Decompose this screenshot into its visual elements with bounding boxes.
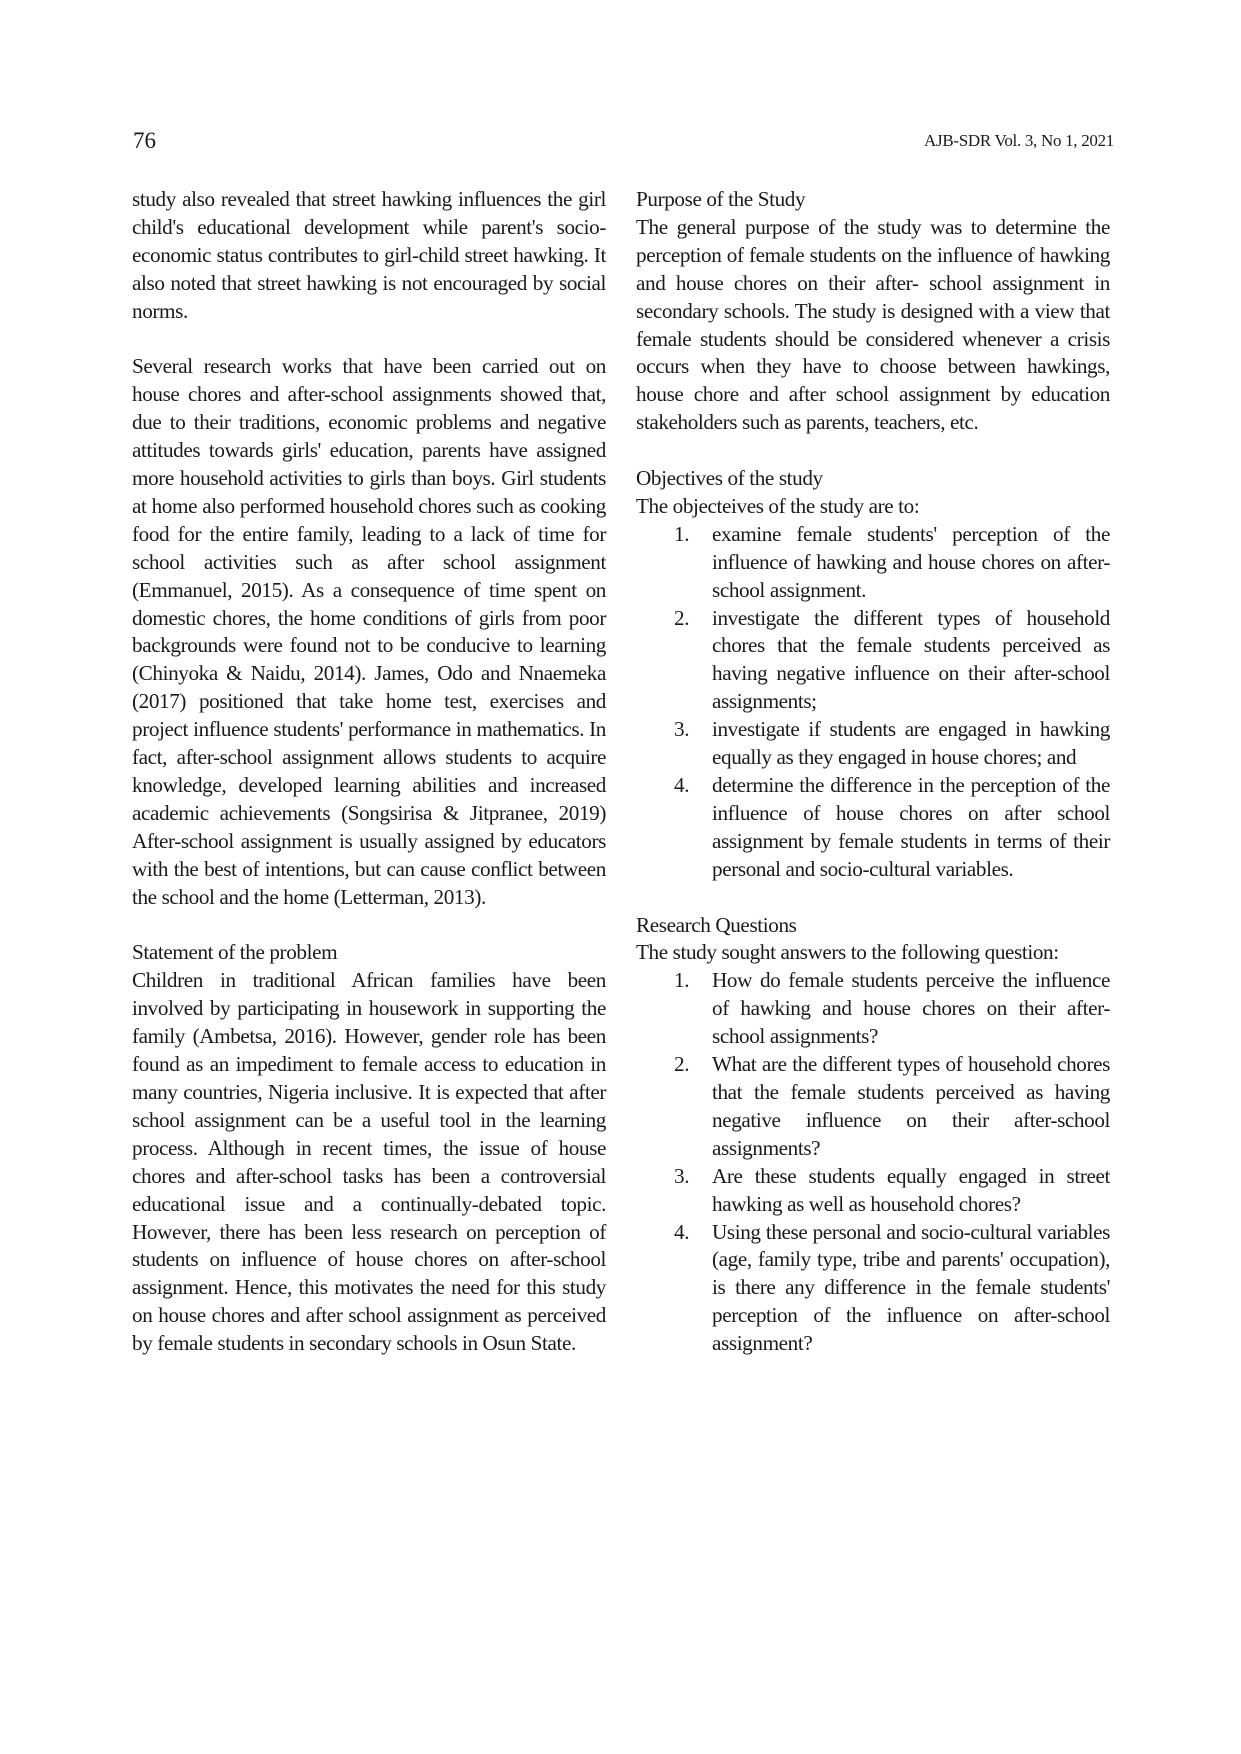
section-heading-problem: Statement of the problem <box>132 940 338 965</box>
body-paragraph: Children in traditional African families have been involved by participating in housework in supporting the family (Ambetsa, 2016). However, gender role has been found as an impediment to female access to education in many countries, Nigeria inclusive. It is expected that after school assignment can be a useful tool in the learning process. Although in recent times, the issue of house chores and after-school tasks has been a controversial educational issue and a continually-debated topic. However, there has been less research on perception of students on influence of house chores on after-school assignment. Hence, this motivates the need for this study on house chores and after school assignment as perceived by female students in secondary schools in Osun State. <box>132 968 606 1356</box>
list-item-text: Are these students equally engaged in street hawking as well as household chores? <box>712 1163 1110 1216</box>
paragraph-spacer <box>636 884 1110 912</box>
paragraph-spacer <box>636 437 1110 465</box>
list-item <box>636 1051 1110 1163</box>
list-item <box>636 521 1110 605</box>
list-item-text: Using these personal and socio-cultural variables (age, family type, tribe and parents' occupation), is there any difference in the female students' perception of the influence on after-school assignment? <box>712 1219 1110 1356</box>
list-item-text: What are the different types of household chores that the female students perceived as having negative influence on their after-school assignments? <box>712 1052 1110 1160</box>
list-item <box>636 967 1110 1051</box>
objectives-list <box>636 521 1110 884</box>
list-item-text: investigate the different types of household chores that the female students perceived as having negative influence on their after-school assignments; <box>712 605 1110 714</box>
objectives-intro: The objecteives of the study are to: <box>636 493 920 518</box>
list-number: 2. <box>674 605 690 630</box>
list-item-text: How do female students perceive the influence of hawking and house chores on their after-school assignments? <box>712 968 1110 1049</box>
research-questions-list <box>636 967 1110 1358</box>
section-heading-purpose: Purpose of the Study <box>636 187 806 211</box>
list-item <box>636 605 1110 717</box>
right-column <box>636 186 1110 1358</box>
list-item <box>636 772 1110 884</box>
left-column <box>132 186 606 1358</box>
list-number: 3. <box>674 717 690 742</box>
questions-intro: The study sought answers to the following question: <box>636 940 1059 965</box>
list-item-text: examine female students' perception of the influence of hawking and house chores on after-school assignment. <box>712 521 1110 602</box>
list-number: 4. <box>674 1219 690 1244</box>
paragraph-spacer <box>132 912 606 940</box>
body-paragraph: The general purpose of the study was to determine the perception of female students on the influence of hawking and house chores on their after- school assignment in secondary schools. The study is designed with a view that female students should be considered whenever a crisis occurs when they have to choose between hawkings, house chore and after school assignment by education stakeholders such as parents, teachers, etc. <box>636 214 1110 435</box>
journal-running-head: AJB-SDR Vol. 3, No 1, 2021 <box>924 131 1114 150</box>
paragraph-spacer <box>132 326 606 354</box>
list-item <box>636 1219 1110 1359</box>
list-item-text: investigate if students are engaged in hawking equally as they engaged in house chores; and <box>712 717 1110 770</box>
list-number: 1. <box>674 968 690 993</box>
section-heading-research-questions: Research Questions <box>636 912 797 937</box>
list-item-text: determine the difference in the perception of the influence of house chores on after school assignment by female students in terms of their personal and socio-cultural variables. <box>712 773 1110 881</box>
list-number: 3. <box>674 1163 690 1188</box>
list-number: 2. <box>674 1052 690 1077</box>
list-number: 1. <box>674 521 690 546</box>
body-paragraph: Several research works that have been carried out on house chores and after-school assignments showed that, due to their traditions, economic problems and negative attitudes towards girls' education, parents have assigned more household activities to girls than boys. Girl students at home also performed household chores such as cooking food for the entire family, leading to a lack of time for school activities such as after school assignment (Emmanuel, 2015). As a consequence of time spent on domestic chores, the home conditions of girls from poor backgrounds were found not to be conducive to learning (Chinyoka & Naidu, 2014). James, Odo and Nnaemeka (2017) positioned that take home test, exercises and project influence students' performance in mathematics. In fact, after-school assignment allows students to acquire knowledge, developed learning abilities and increased academic achievements (Songsirisa & Jitpranee, 2019) After-school assignment is usually assigned by educators with the best of intentions, but can cause conflict between the school and the home (Letterman, 2013). <box>132 354 606 909</box>
page-number: 76 <box>133 128 156 153</box>
list-item <box>636 1163 1110 1219</box>
body-paragraph: study also revealed that street hawking influences the girl child's educational development while parent's socio-economic status contributes to girl-child street hawking. It also noted that street hawking is not encouraged by social norms. <box>132 187 606 323</box>
list-number: 4. <box>674 773 690 798</box>
section-heading-objectives: Objectives of the study <box>636 466 823 491</box>
list-item <box>636 716 1110 772</box>
